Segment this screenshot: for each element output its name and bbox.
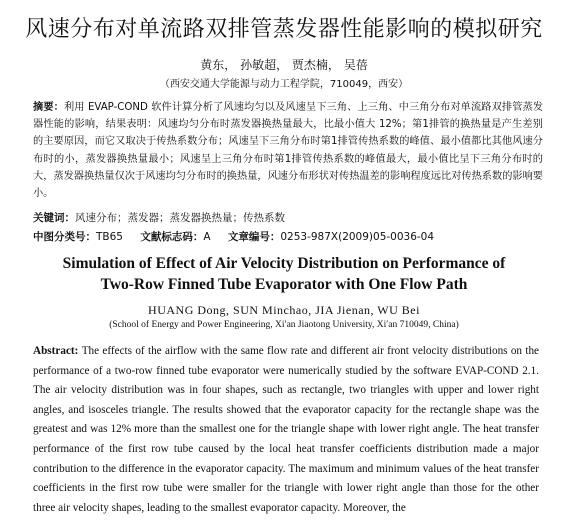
english-authors: HUANG Dong, SUN Minchao, JIA Jienan, WU Bei — [148, 303, 420, 317]
article-no-value: 0253-987X(2009)05-0036-04 — [280, 231, 435, 243]
doc-code-label: 文献标志码： — [140, 231, 204, 243]
chinese-abstract — [33, 99, 543, 202]
english-title — [0, 253, 568, 295]
clc-value: TB65 — [96, 231, 123, 243]
clc-label: 中图分类号： — [33, 231, 96, 243]
chinese-keywords — [33, 210, 543, 225]
english-abstract — [33, 342, 539, 518]
doc-code-value: A — [203, 231, 211, 243]
english-title-line-2: Two-Row Finned Tube Evaporator with One Flow Path — [100, 276, 468, 293]
chinese-title: 风速分布对单流路双排管蒸发器性能影响的模拟研究 — [25, 17, 543, 42]
english-affiliation: (School of Energy and Power Engineering, Xi′an Jiaotong University, Xi′an 710049, China) — [109, 320, 459, 330]
keywords-label: 关键词： — [33, 212, 75, 224]
article-no-label: 文章编号： — [227, 231, 281, 243]
chinese-authors: 黄东， 孙敏超， 贾杰楠， 吴蓓 — [200, 58, 368, 72]
chinese-abstract-label: 摘要： — [33, 102, 64, 113]
keywords-text: 风速分布；蒸发器；蒸发器换热量；传热系数 — [75, 212, 285, 224]
chinese-abstract-text: 利用 EVAP-COND 软件计算分析了风速均匀以及风速呈下三角、上三角、中三角分布对单流路双排管蒸发器性能的影响，结果表明：风速均匀分布时蒸发器换热量最大，比最小值大 12%；第1排管的换热量是产生差别的主要原因，而它又取决于传热系数分布；风速呈下三角分布时第1排管传热系数的峰值、最小值都比其他风速分布时的小，蒸发器换热量最小；风速呈上三角分布时第1排管传热系数的峰值最大，最小值比呈下三角分布时的大，蒸发器换热量仅次于风速均匀分布时的换热量，风速分布形状对传热温差的影响程度远比对传热系数的影响要小。 — [33, 102, 544, 200]
english-abstract-label: Abstract: — [33, 345, 79, 357]
english-title-line-1: Simulation of Effect of Air Velocity Distribution on Performance of — [62, 255, 506, 272]
classification-line — [33, 229, 543, 244]
chinese-affiliation: （西安交通大学能源与动力工程学院，710049，西安） — [159, 79, 409, 90]
english-abstract-text: The effects of the airflow with the same flow rate and different air front velocity distributions on the performance of a two-row finned tube evaporator were numerically studied by the software EVAP-COND 2.1. The air velocity distribution was in four shapes, such as rectangle, two triangles with upper and lower right angles, and isosceles triangle. The results showed that the evaporator capacity for the rectangle shape was the greatest and was 12% more than the smallest one for the triangle shape with lower right angle. The heat transfer performance of the first row tube caused by the local heat transfer coefficients distribution made a major contribution to the difference in the evaporator capacity. The maximum and minimum values of the heat transfer coefficients in the first row tube were smaller for the triangle with lower right angle than those for the other three air velocity shapes, leading to the smallest evaporator capacity. Moreover, the — [33, 345, 540, 514]
